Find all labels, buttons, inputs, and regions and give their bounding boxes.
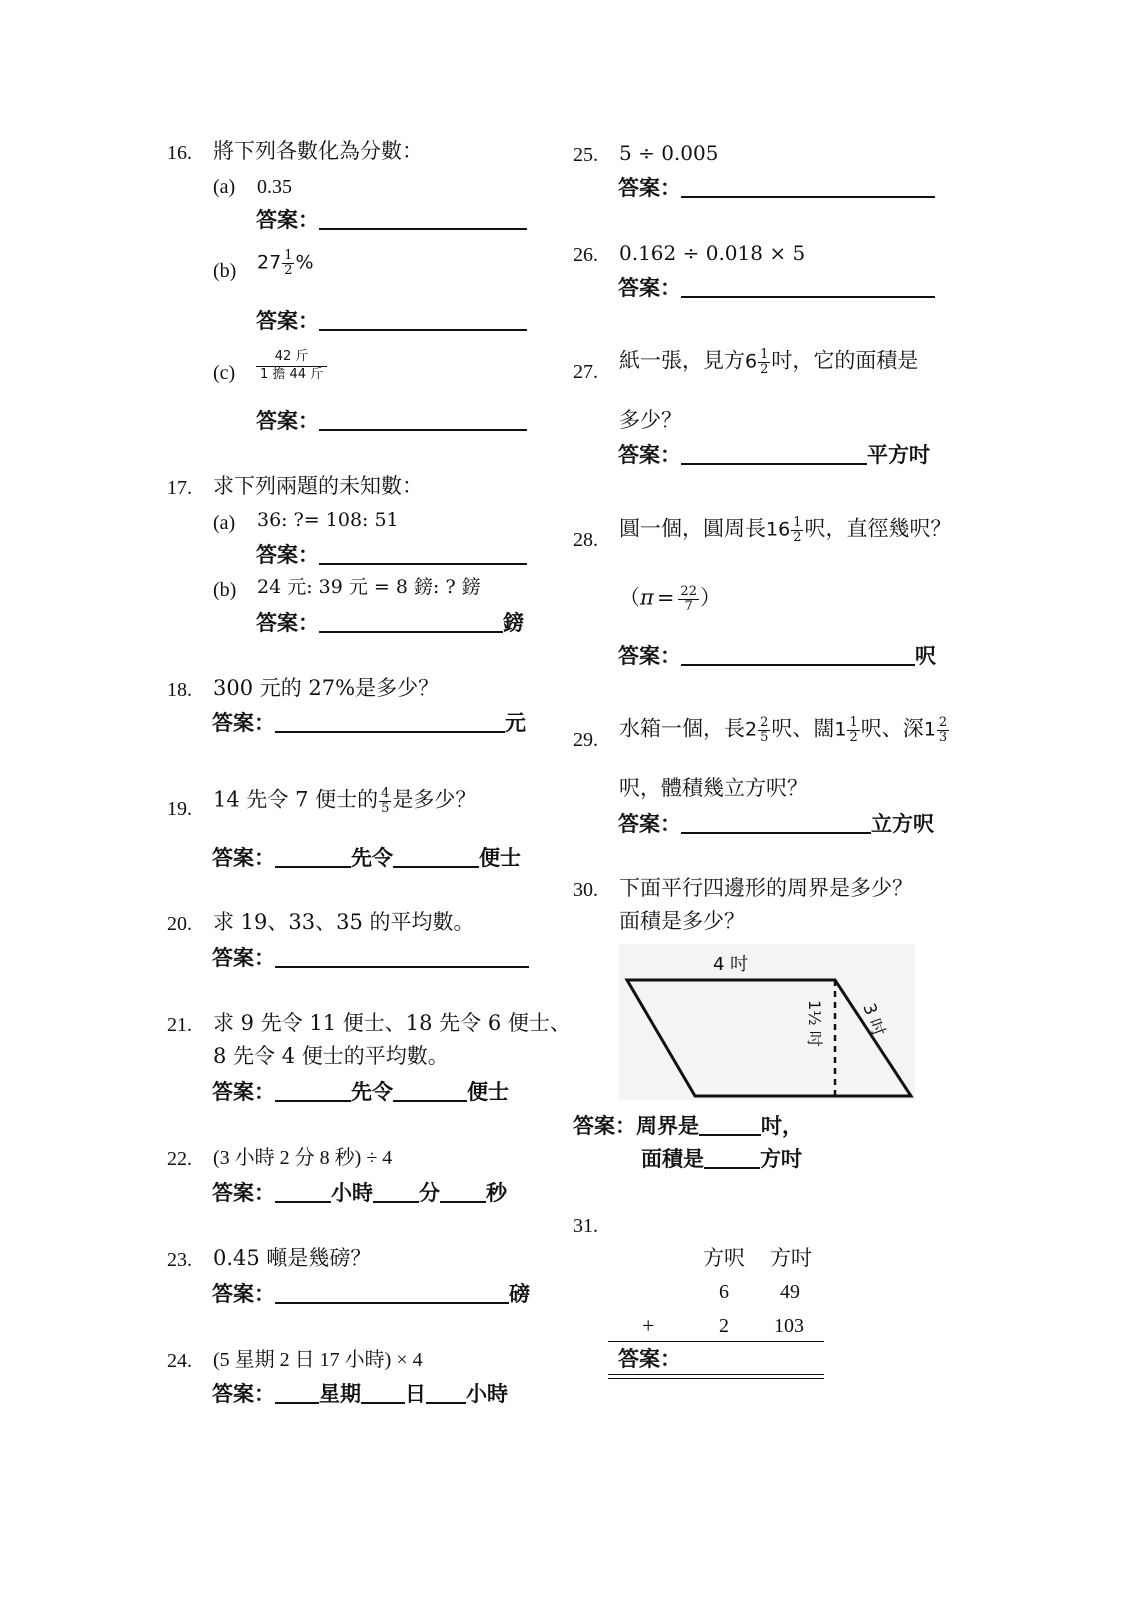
q21-answer-line[interactable]: [212, 1078, 509, 1105]
answer-label: 答案：: [256, 208, 319, 232]
answer-unit: 先令: [351, 846, 393, 870]
q17b-label: (b): [213, 579, 237, 601]
answer-label: 答案：: [618, 644, 681, 668]
answer-unit: 鎊: [503, 611, 524, 635]
fraction: $\frac{2}{5}$: [760, 715, 769, 745]
answer-blank[interactable]: [319, 541, 527, 565]
q19-number: 19.: [167, 798, 192, 820]
answer-label: 答案：: [256, 611, 319, 635]
q22-number: 22.: [167, 1148, 192, 1170]
q17a-expr: 36: ?= 108: 51: [257, 509, 399, 531]
answer-blank[interactable]: [275, 709, 505, 733]
q24-text: (5 星期 2 日 17 小時) × 4: [213, 1349, 423, 1371]
answer-blank[interactable]: [319, 407, 527, 431]
answer-unit: 便士: [479, 846, 521, 870]
fraction: $\frac{1}{2}$: [849, 715, 858, 745]
answer-label: 答案：: [618, 276, 681, 300]
q16-text: 將下列各數化為分數：: [213, 139, 423, 163]
fraction: $\frac{1}{2}$: [284, 248, 293, 278]
q20-answer-line[interactable]: [212, 944, 529, 971]
answer-label: 答案：: [573, 1114, 636, 1138]
q24-answer-line[interactable]: [212, 1380, 508, 1407]
answer-blank-perimeter[interactable]: [699, 1112, 761, 1136]
q16a-label: (a): [213, 176, 236, 198]
answer-blank-area[interactable]: [704, 1145, 760, 1169]
answer-label: 答案：: [212, 1181, 275, 1205]
answer-unit: 先令: [351, 1080, 393, 1104]
answer-blank-hours[interactable]: [426, 1380, 466, 1404]
q29-text-line2: 呎，體積幾立方呎？: [619, 776, 808, 800]
fraction: $\frac{4}{5}$: [381, 786, 390, 816]
answer-label: 答案：: [618, 176, 681, 200]
answer-blank[interactable]: [681, 441, 867, 465]
q23-text: 0.45 噸是幾磅？: [213, 1246, 372, 1270]
q31-plus-sign: +: [642, 1313, 655, 1338]
q27-number: 27.: [573, 361, 598, 383]
q17a-label: (a): [213, 512, 236, 534]
q31-answer-label: 答案：: [618, 1347, 681, 1371]
answer-unit: 便士: [467, 1080, 509, 1104]
answer-label: 答案：: [618, 812, 681, 836]
q25-number: 25.: [573, 144, 598, 166]
fraction: $\frac{1}{2}$: [760, 347, 769, 377]
answer-label: 答案：: [212, 846, 275, 870]
q16b-value: 27 $\frac{1}{2}$ %: [257, 248, 314, 278]
q30-text-line2: 面積是多少？: [619, 909, 745, 933]
parallelogram-figure: [619, 944, 915, 1100]
answer-blank[interactable]: [681, 274, 935, 298]
answer-blank-weeks[interactable]: [275, 1380, 319, 1404]
answer-unit: 秒: [486, 1181, 507, 1205]
q18-number: 18.: [167, 679, 192, 701]
answer-label: 答案：: [256, 543, 319, 567]
q19-answer-line[interactable]: [212, 844, 521, 871]
q28-number: 28.: [573, 529, 598, 551]
fraction: $\frac{1}{2}$: [793, 515, 802, 545]
q31-number: 31.: [573, 1215, 598, 1237]
answer-blank-shillings[interactable]: [275, 844, 351, 868]
q23-number: 23.: [167, 1249, 192, 1271]
answer-label: 答案：: [256, 409, 319, 433]
answer-blank[interactable]: [681, 642, 915, 666]
q29-answer-line[interactable]: [618, 810, 934, 837]
answer-blank[interactable]: [319, 206, 527, 230]
answer-label: 答案：: [618, 443, 681, 467]
q16-number: 16.: [167, 142, 192, 164]
q17b-answer-line[interactable]: [256, 609, 524, 636]
q31-sum-rule-top: [608, 1341, 824, 1342]
q18-text: 300 元的 27%是多少？: [213, 676, 440, 700]
q20-number: 20.: [167, 913, 192, 935]
q19-text: 14 先令 7 便士的 $\frac{4}{5}$ 是多少？: [213, 786, 477, 816]
q30-answer-perimeter[interactable]: 答案：周界是 吋，: [573, 1114, 803, 1138]
q17-number: 17.: [167, 477, 192, 499]
q29-number: 29.: [573, 729, 598, 751]
answer-label: 答案：: [212, 1080, 275, 1104]
q22-answer-line[interactable]: [212, 1179, 507, 1206]
q31-header-sqft: 方呎: [703, 1246, 745, 1270]
q22-text: (3 小時 2 分 8 秒) ÷ 4: [213, 1147, 393, 1169]
q30-number: 30.: [573, 879, 598, 901]
answer-unit: 星期: [319, 1382, 361, 1406]
q30-answer-area[interactable]: 面積是 方吋: [641, 1147, 802, 1171]
answer-label: 答案：: [212, 1382, 275, 1406]
answer-unit: 分: [419, 1181, 440, 1205]
answer-blank-hours[interactable]: [275, 1179, 331, 1203]
q21-number: 21.: [167, 1014, 192, 1036]
answer-unit: 呎: [915, 644, 936, 668]
q17b-expr: 24 元: 39 元 = 8 鎊: ? 鎊: [257, 576, 481, 598]
top-side-label: 4 吋: [713, 954, 749, 975]
q16a-answer-line[interactable]: [256, 206, 527, 233]
answer-blank[interactable]: [681, 174, 935, 198]
answer-unit: 平方吋: [867, 443, 930, 467]
q31-header-sqin: 方吋: [770, 1246, 812, 1270]
q31-row1-sqft: 6: [719, 1281, 729, 1303]
answer-label: 答案：: [256, 309, 319, 333]
q25-text: 5 ÷ 0.005: [619, 141, 719, 165]
answer-blank[interactable]: [319, 307, 527, 331]
answer-blank[interactable]: [275, 1280, 509, 1304]
answer-unit: 元: [505, 711, 526, 735]
q23-answer-line[interactable]: [212, 1280, 530, 1307]
answer-blank-minutes[interactable]: [373, 1179, 419, 1203]
answer-unit: 日: [405, 1382, 426, 1406]
answer-unit: 小時: [331, 1181, 373, 1205]
q27-text-line1: 紙一張，見方6 $\frac{1}{2}$ 吋，它的面積是: [619, 347, 919, 377]
answer-blank-days[interactable]: [361, 1380, 405, 1404]
q21-text-line1: 求 9 先令 11 便士、18 先令 6 便士、: [213, 1011, 571, 1035]
fraction: $\frac{2}{3}$: [938, 715, 948, 745]
answer-blank-shillings[interactable]: [275, 1078, 351, 1102]
q16b-label: (b): [213, 260, 237, 282]
q17a-answer-line[interactable]: [256, 541, 527, 568]
q16c-answer-line[interactable]: [256, 407, 527, 434]
fraction: 42 斤 1 擔 44 斤: [256, 349, 327, 384]
q16b-answer-line[interactable]: [256, 307, 527, 334]
answer-unit: 小時: [466, 1382, 508, 1406]
answer-label: 答案：: [212, 711, 275, 735]
q31-row2-sqin: 103: [774, 1315, 804, 1337]
answer-blank[interactable]: [275, 944, 529, 968]
q31-row2-sqft: 2: [719, 1315, 729, 1337]
slant-side-label: 3 吋: [858, 1000, 889, 1039]
answer-label: 答案：: [212, 946, 275, 970]
q31-answer-double-rule[interactable]: [608, 1374, 824, 1375]
height-label: 1½ 吋: [805, 1000, 824, 1047]
answer-blank-pence[interactable]: [393, 1078, 467, 1102]
q28-text: 圓一個，圓周長16 $\frac{1}{2}$ 呎，直徑幾呎？: [619, 515, 952, 545]
q18-answer-line[interactable]: [212, 709, 526, 736]
q30-text-line1: 下面平行四邊形的周界是多少？: [619, 876, 913, 900]
q17-text: 求下列兩題的未知數：: [213, 474, 423, 498]
q16c-value: [256, 349, 327, 384]
q28-pi-note: （π = $\frac{22}{7}$ ）: [619, 584, 721, 614]
q27-answer-line[interactable]: [618, 441, 930, 468]
q29-text-line1: 水箱一個，長2 $\frac{2}{5}$ 呎、闊1 $\frac{1}{2}$ 呎、深1 $\frac{2}{3}$: [619, 715, 948, 745]
q27-text-line2: 多少？: [619, 408, 682, 432]
q16c-label: (c): [213, 362, 236, 384]
answer-blank[interactable]: [681, 810, 871, 834]
q26-text: 0.162 ÷ 0.018 × 5: [619, 241, 806, 265]
q31-answer-double-rule-2: [608, 1378, 824, 1379]
q26-number: 26.: [573, 244, 598, 266]
q25-answer-line[interactable]: [618, 174, 935, 201]
answer-label: 答案：: [212, 1282, 275, 1306]
answer-unit: 磅: [509, 1282, 530, 1306]
answer-blank-pence[interactable]: [393, 844, 479, 868]
q31-row1-sqin: 49: [780, 1281, 800, 1303]
q24-number: 24.: [167, 1350, 192, 1372]
answer-blank-seconds[interactable]: [440, 1179, 486, 1203]
answer-blank[interactable]: [319, 609, 503, 633]
q26-answer-line[interactable]: [618, 274, 935, 301]
fraction: $\frac{22}{7}$: [680, 584, 697, 614]
answer-unit: 立方呎: [871, 812, 934, 836]
q20-text: 求 19、33、35 的平均數。: [213, 910, 475, 934]
q16a-value: 0.35: [257, 176, 292, 198]
q28-answer-line[interactable]: [618, 642, 936, 669]
q21-text-line2: 8 先令 4 便士的平均數。: [213, 1044, 449, 1068]
